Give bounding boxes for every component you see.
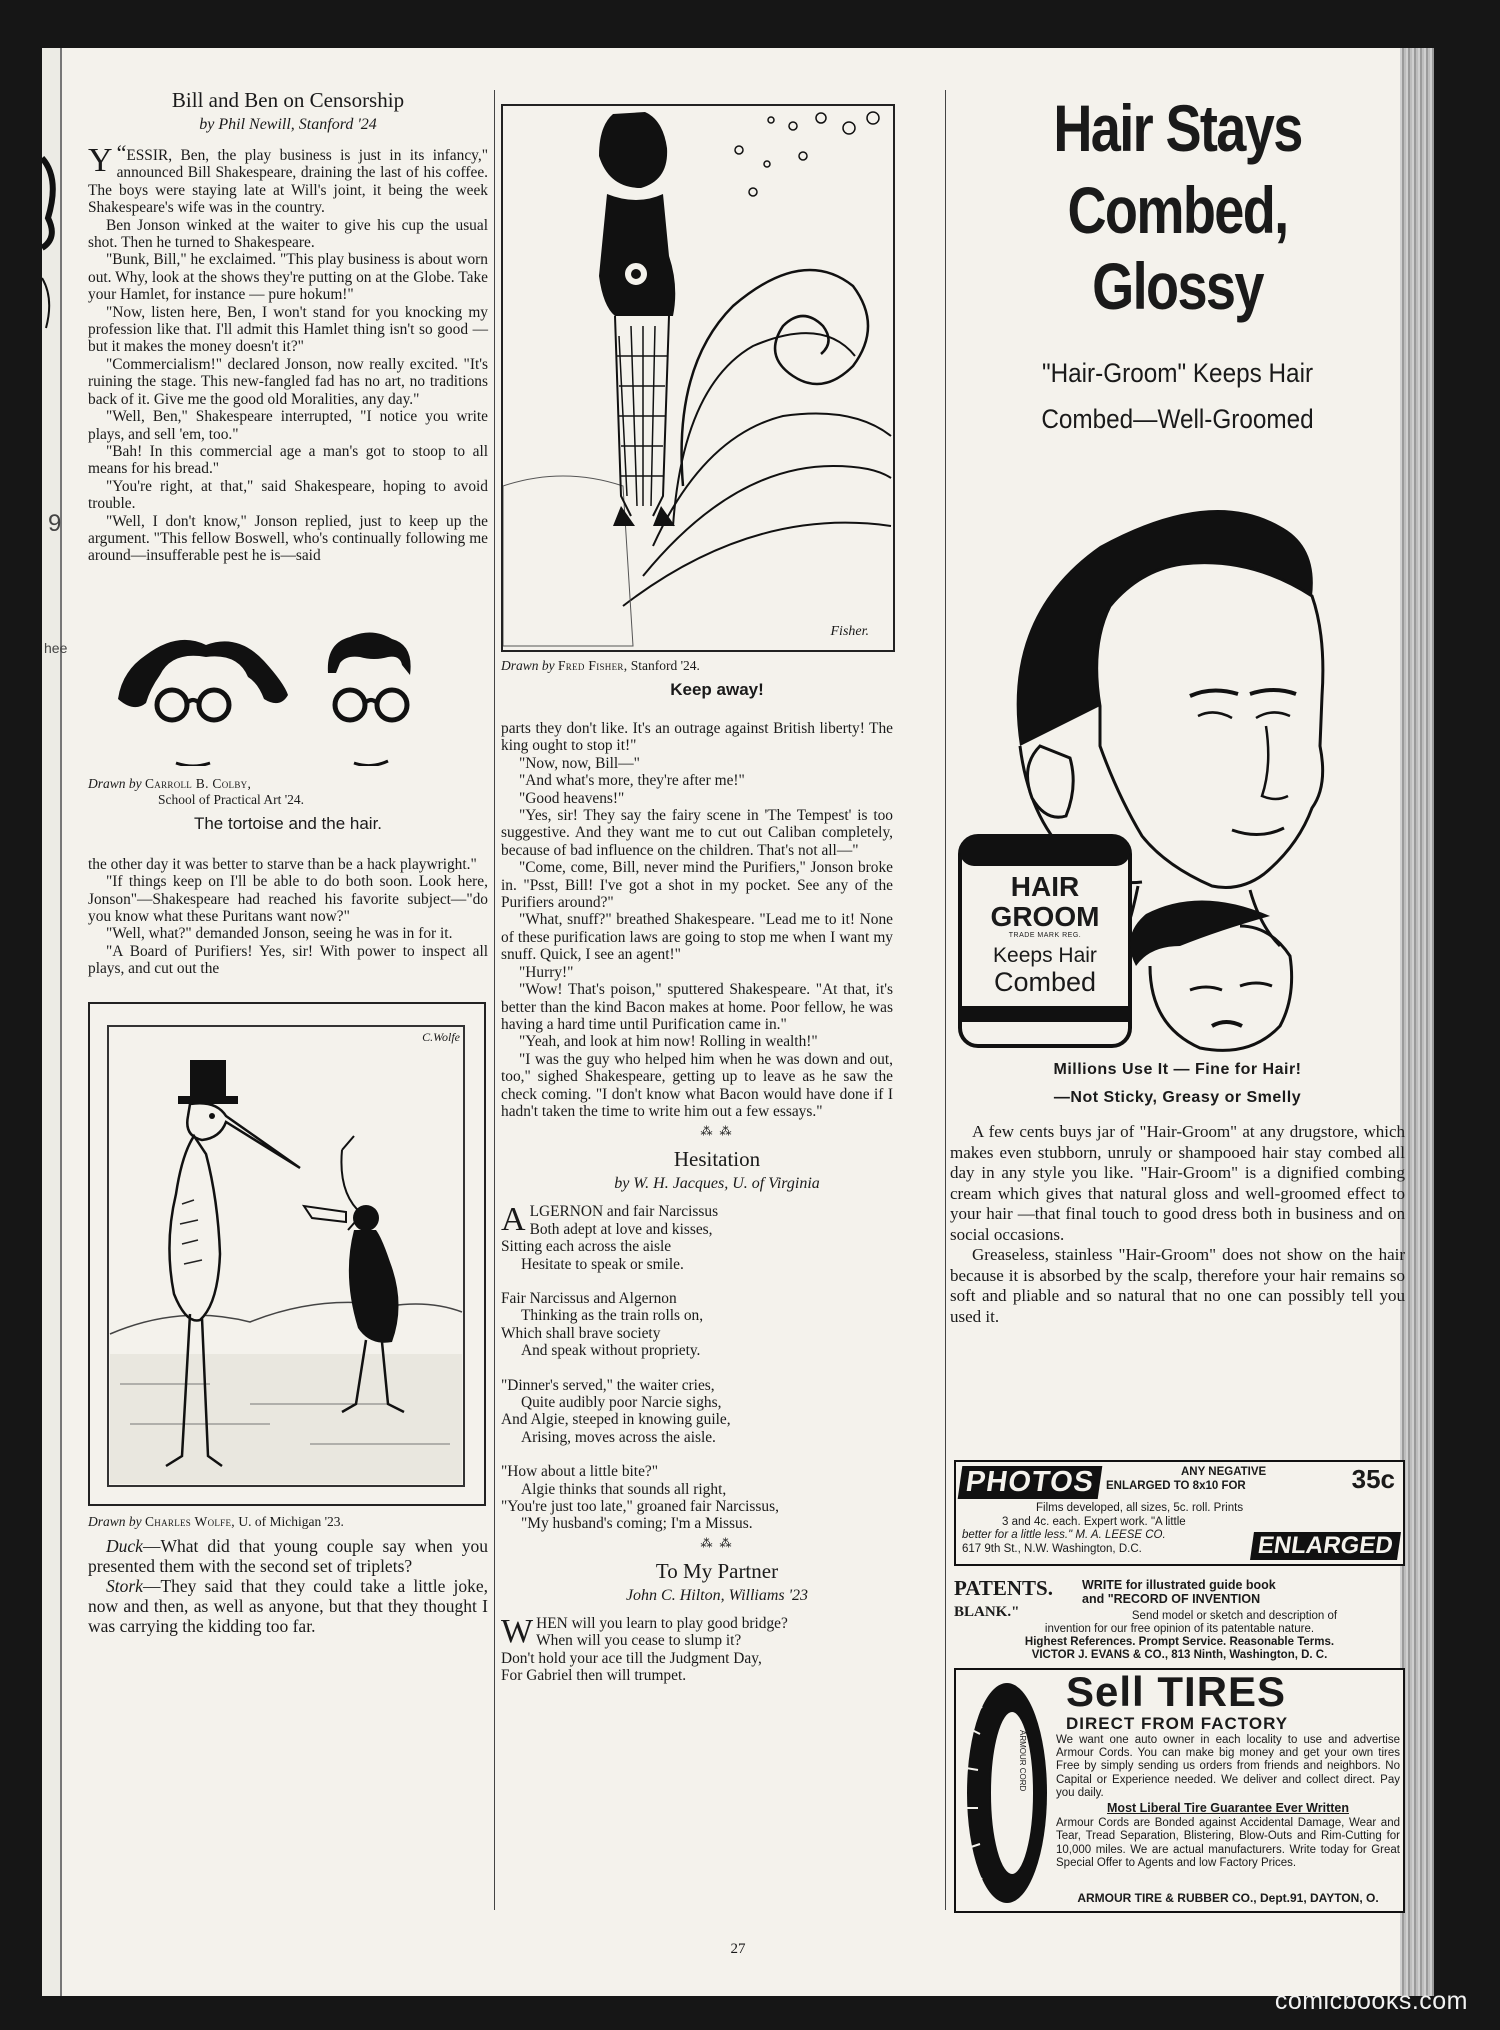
photos-price: 35c [1351,1464,1395,1494]
hesitation-byline: by W. H. Jacques, U. of Virginia [614,1175,820,1193]
patents-ad: PATENTS. BLANK." WRITE for illustrated guide book and "RECORD OF INVENTION Send model or sketch and description of invention for our free opinion of its patentable nature. Highest References. Prompt Service. Reasonable Terms. VICTOR J. EVANS & CO., 813 Ninth, Washington, D. C. [954,1576,1338,1661]
tires-headline: Sell TIRES [1066,1668,1287,1715]
hair-ad-illustration [950,446,1405,1056]
tire-brand-text: ARMOUR CORD [1018,1730,1027,1792]
tire-icon [962,1678,1052,1908]
partner-poem: WHEN will you learn to play good bridge? When will you cease to slump it? Don't hold your ace till the Judgment Day, For Gabriel then will trumpet. [501,1612,788,1685]
tortoise-caption: The tortoise and the hair. [193,813,383,833]
photos-details: Films developed, all sizes, 5c. roll. Prints 3 and 4c. each. Expert work. "A little better for a little less." M. A. LEESE CO. 617 9th St., N.W. Washington, D.C. [962,1502,1244,1555]
hair-ad-tagline-1: Millions Use It — Fine for Hair! [1053,1061,1302,1078]
story-body-part3: parts they don't like. It's an outrage against British liberty! The king ought to stop it!" "Now, now, Bill—" "And what's more, they're after me!" "Good heavens!" "Yes, sir! They say the fairy scene in 'The Tempest' is too suggestive. And they want me to cut out Caliban completely, because of bad influence on the children. That's not all—" "Come, come, Bill, never mind the Purifiers," Jonson broke in. "Psst, Bill! I've got a shot in my pocket. See any of the Purifiers around?" "What, snuff?" breathed Shakespeare. "Lead me to it! None of these purification laws are going to stop me when I want my snuff. Quick, I see an agent!" "Hurry!" "Wow! That's poison," sputtered Shakespeare. "At that, it's better than the kind Bacon makes at home. Poor fellow, he was having a hard time until Purification came in." "Yeah, and look at him now! Rolling in wealth!" "I was the guy who helped him when he was down and out, too," sighed Shakespeare, getting up to leave as he saw the check coming. "I don't know what Bacon would have done if I hadn't taken the time to write him out a few essays." [501,720,893,1120]
margin-left-word: hee [44,640,68,656]
hesitation-title: Hesitation [673,1147,761,1172]
hesitation-poem [501,1203,937,1533]
enlarged-word: ENLARGED [1250,1532,1401,1560]
hair-ad-body: A few cents buys jar of "Hair-Groom" at any drugstore, which makes even stubborn, unruly or shampooed hair stay combed all day in any style you like. "Hair-Groom" is a dignified combing cream which gives that natural gloss and well-groomed effect to your hair —that final touch to good dress both in business and on social occasions. Greaseless, stainless "Hair-Groom" does not show on the hair because it is absorbed by the scalp, therefore your hair remains so soft and pliable and so natural that no one can possibly tell you used it. [950,1122,1405,1326]
margin-left-char: 9 [48,510,62,537]
stanza-3: "Dinner's served," the waiter cries, Quite audibly poor Narcie sighs, And Algie, steeped in knowing guile, Arising, moves across the aisle. [501,1376,731,1446]
fisher-signature: Fisher. [830,624,869,639]
keep-away-caption: Keep away! [670,680,764,699]
story-title: Bill and Ben on Censorship [171,88,405,112]
story-byline: by Phil Newill, Stanford '24 [199,116,377,133]
stork-signature: C.Wolfe [422,1029,460,1044]
photos-ad: PHOTOS ANY NEGATIVE ENLARGED TO 8x10 FOR 35c Films developed, all sizes, 5c. roll. Prints 3 and 4c. each. Expert work. "A little better for a little less." M. A. LEESE CO. 617 9th St., N.W. Washington, D.C. ENLARGED [954,1460,1405,1566]
section-divider-stars-2: ⁂ ⁂ [700,1535,734,1550]
tires-sub: DIRECT FROM FACTORY [1066,1714,1289,1733]
patents-word: PATENTS. [954,1576,1053,1600]
hair-ad-headline-1: Hair Stays [1053,91,1302,165]
keep-away-cartoon [501,104,895,652]
stanza-1: ALGERNON and fair Narcissus Both adept at love and kisses, Sitting each across the aisle Hesitate to speak or smile. [501,1201,719,1273]
tires-body: We want one auto owner in each locality to use and advertise Armour Cords. You can make big money and get your own tires Free by simply sending us orders from friends and neighbors. No Capital or Experience needed. We deliver and collect direct. Pay you daily. Most Liberal Tire Guarantee Ever Written Armour Cords are Bonded against Accidental Damage, Wear and Tear, Tread Separation, Blistering, Blow-Outs and Rim-Cutting for 10,000 miles. We are actual manufacturers. Write today for Great Special Offer to Agents and low Factory Prices. [1056,1734,1400,1869]
stanza-2: Fair Narcissus and Algernon Thinking as the train rolls on, Which shall brave society And speak without propriety. [501,1289,704,1360]
tortoise-hair-drawing-icon [88,591,488,766]
story-body-part1: “ Y ESSIR, Ben, the play business is just in its infancy," announced Bill Shakespeare, draining the last of his coffee. The boys were staying late at Will's joint, it being the week Shakespeare's wife was in the country. Ben Jonson winked at the waiter to give his cup the usual shot. Then he turned to Shakespeare. "Bunk, Bill," he exclaimed. "This play business is about worn out. Why, look at the shows they're putting on at the Globe. Take your Hamlet, for instance — pure hokum!" "Now, listen here, Ben, I won't stand for you knocking my profession like that. I'll admit this Hamlet thing isn't so good —but it makes the money doesn't it?" "Commercialism!" declared Jonson, now really excited. "It's ruining the stage. This new-fangled fad has no art, no traditions back of it. Give me the good old Moralities, any day." "Well, Ben," Shakespeare interrupted, "I notice you write plays, and sell 'em, too." "Bah! In this commercial age a man's got to stoop to all means for his bread." "You're right, at that," said Shakespeare, hoping to avoid trouble. "Well, I don't know," Jonson replied, just to keep up the argument. "This fellow Boswell, who's continually following me around—insufferable pest he is—said [88,140,488,565]
hair-ad-sub-2: Combed—Well-Groomed [1041,404,1314,434]
tortoise-credit: Drawn by Carroll B. Colby, School of Practical Art '24. [88,775,305,807]
site-watermark: comicbooks.com [1274,1987,1468,2015]
column-3-ads [950,48,1405,1905]
magazine-page [42,48,1434,1996]
hair-groom-jar-label: HAIR GROOM TRADE MARK REG. Keeps Hair Combed [990,871,1100,997]
stork-cartoon [88,1002,486,1506]
story-body-part2: the other day it was better to starve than be a hack playwright." "If things keep on I'll be able to do both soon. Look here, Jonson"—Shakespeare had reached his favorite subject—"do you know what these Puritans want now?" "Well, what?" demanded Jonson, seeing he was in for it. "A Board of Purifiers! Yes, sir! With power to inspect all plays, and cut out the [88,855,488,978]
stork-duck-drawing-icon [90,1004,484,1504]
section-divider-stars: ⁂ ⁂ [700,1124,734,1139]
partner-title: To My Partner [655,1558,779,1583]
page-number: 27 [730,1941,746,1957]
photos-word: PHOTOS [958,1466,1103,1499]
hair-ad-headline-2: Combed, Glossy [1067,173,1288,323]
keep-away-credit: Drawn by Fred Fisher, Stanford '24. [501,658,700,673]
tires-ad [954,1668,1405,1913]
stork-joke: Duck—What did that young couple say when you presented them with the second set of triplets? Stork—They said that they could take a little joke, now and then, as well as anyone, but that they thought I was carrying the kidding too far. [88,1535,488,1636]
hair-ad-sub-1: "Hair-Groom" Keeps Hair [1041,358,1314,388]
tires-address: ARMOUR TIRE & RUBBER CO., Dept.91, DAYTON, O. [1077,1890,1379,1905]
story-dropcap: Y [88,142,113,179]
wave-girl-drawing-icon [503,106,893,650]
column-rule-2 [945,90,946,1910]
stork-credit: Drawn by Charles Wolfe, U. of Michigan '23. [88,1513,344,1529]
hair-ad-tagline-2: —Not Sticky, Greasy or Smelly [1053,1089,1302,1106]
stanza-4: "How about a little bite?" Algie thinks that sounds all right, "You're just too late," groaned fair Narcissus, "My husband's coming; I'm a Missus. [501,1463,779,1533]
previous-page-edge [42,48,62,1996]
tortoise-hair-cartoon [88,591,488,766]
binding-edge [1400,48,1434,1996]
column-2 [497,48,937,1684]
previous-page-drawing-icon [42,98,62,398]
column-1 [88,48,488,1636]
column-rule-1 [494,90,495,1910]
partner-byline: John C. Hilton, Williams '23 [625,1586,809,1604]
